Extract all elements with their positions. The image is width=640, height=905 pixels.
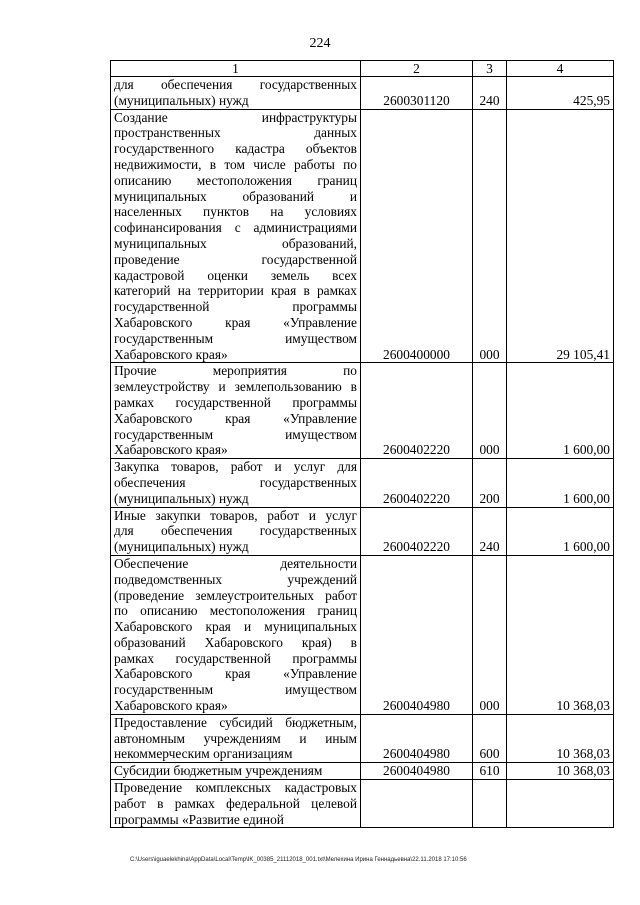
description-line: рамках государственной программы	[114, 650, 357, 666]
row-amount	[507, 780, 614, 828]
description-line: Прочие мероприятия по	[114, 363, 357, 379]
row-description	[111, 507, 361, 555]
description-line: Обеспечение деятельности	[114, 555, 357, 571]
row-description	[111, 459, 361, 507]
description-line: Хабаровского края «Управление	[114, 666, 357, 682]
description-line: государственным имуществом	[114, 330, 357, 346]
row-description	[111, 714, 361, 762]
description-line: программы «Развитие единой	[114, 811, 284, 827]
column-header: 3	[473, 61, 507, 77]
column-header: 1	[111, 61, 361, 77]
row-amount: 29 105,41	[507, 109, 614, 363]
budget-table	[110, 60, 614, 828]
row-target-code: 2600402220	[361, 507, 473, 555]
description-line: софинансирования с администрациями	[114, 220, 357, 236]
row-amount: 10 368,03	[507, 555, 614, 714]
description-line: обеспечения государственных	[114, 474, 357, 490]
row-target-code: 2600404980	[361, 714, 473, 762]
description-line: для обеспечения государственных	[114, 523, 357, 539]
table-row	[111, 555, 614, 714]
row-target-code: 2600301120	[361, 77, 473, 110]
row-target-code: 2600402220	[361, 363, 473, 459]
description-line: Субсидии бюджетным учреждениям	[114, 763, 323, 779]
row-expense-type: 610	[473, 763, 507, 780]
description-line: описанию местоположения границ	[114, 172, 357, 188]
table-row	[111, 780, 614, 828]
description-line: подведомственных учреждений	[114, 571, 357, 587]
row-expense-type: 200	[473, 459, 507, 507]
description-line: Создание инфраструктуры	[114, 109, 357, 125]
row-amount: 1 600,00	[507, 363, 614, 459]
description-line: государственным имуществом	[114, 426, 357, 442]
row-description	[111, 555, 361, 714]
description-line: проведение государственной	[114, 251, 357, 267]
description-line: землеустройству и землепользованию в	[114, 379, 357, 395]
table-row	[111, 714, 614, 762]
row-target-code	[361, 780, 473, 828]
description-line: недвижимости, в том числе работы по	[114, 156, 357, 172]
description-line: работ в рамках федеральной целевой	[114, 795, 357, 811]
row-description	[111, 77, 361, 110]
row-amount: 425,95	[507, 77, 614, 110]
file-path-footer: C:\Users\iguaelekhina\AppData\Local\Temp\IK_00385_21112018_001.txt\Мелехина Ирина Геннадьевна\22.11.2018 17:10:56	[130, 857, 467, 863]
row-expense-type: 240	[473, 77, 507, 110]
row-target-code: 2600400000	[361, 109, 473, 363]
table-row	[111, 363, 614, 459]
description-line: (муниципальных) нужд	[114, 539, 249, 555]
row-amount: 10 368,03	[507, 763, 614, 780]
description-line: Предоставление субсидий бюджетным,	[114, 714, 357, 730]
row-description	[111, 763, 361, 780]
row-expense-type	[473, 780, 507, 828]
row-expense-type: 000	[473, 109, 507, 363]
row-target-code: 2600404980	[361, 555, 473, 714]
description-line: населенных пунктов на условиях	[114, 204, 357, 220]
description-line: по описанию местоположения границ	[114, 603, 357, 619]
description-line: (муниципальных) нужд	[114, 490, 249, 506]
column-header: 2	[361, 61, 473, 77]
description-line: Хабаровского края»	[114, 442, 228, 458]
description-line: Хабаровского края»	[114, 346, 228, 362]
row-description	[111, 109, 361, 363]
page-number: 224	[309, 36, 331, 51]
table-row	[111, 109, 614, 363]
column-header: 4	[507, 61, 614, 77]
description-line: Хабаровского края «Управление	[114, 410, 357, 426]
row-amount: 1 600,00	[507, 459, 614, 507]
row-expense-type: 000	[473, 555, 507, 714]
description-line: Хабаровского края»	[114, 698, 228, 714]
row-amount: 10 368,03	[507, 714, 614, 762]
table-row	[111, 507, 614, 555]
row-description	[111, 780, 361, 828]
table-header-row	[111, 61, 614, 77]
description-line: Хабаровского края и муниципальных	[114, 619, 357, 635]
row-target-code: 2600404980	[361, 763, 473, 780]
row-amount: 1 600,00	[507, 507, 614, 555]
description-line: муниципальных образований и	[114, 188, 357, 204]
description-line: для обеспечения государственных	[114, 77, 357, 92]
description-line: категорий на территории края в рамках	[114, 283, 357, 299]
table-row	[111, 77, 614, 110]
description-line: Хабаровского края «Управление	[114, 314, 357, 330]
description-line: рамках государственной программы	[114, 394, 357, 410]
description-line: (муниципальных) нужд	[114, 92, 249, 108]
description-line: Закупка товаров, работ и услуг для	[114, 459, 357, 475]
description-line: Проведение комплексных кадастровых	[114, 780, 357, 796]
row-expense-type: 000	[473, 363, 507, 459]
table-row	[111, 763, 614, 780]
description-line: государственной программы	[114, 299, 357, 315]
row-target-code: 2600402220	[361, 459, 473, 507]
description-line: кадастровой оценки земель всех	[114, 267, 357, 283]
description-line: автономным учреждениям и иным	[114, 730, 357, 746]
description-line: муниципальных образований,	[114, 235, 357, 251]
description-line: пространственных данных	[114, 125, 357, 141]
table-row	[111, 459, 614, 507]
description-line: (проведение землеустроительных работ	[114, 587, 357, 603]
row-expense-type: 240	[473, 507, 507, 555]
row-expense-type: 600	[473, 714, 507, 762]
description-line: Иные закупки товаров, работ и услуг	[114, 507, 357, 523]
description-line: государственного кадастра объектов	[114, 141, 357, 157]
table-body	[111, 77, 614, 828]
description-line: государственным имуществом	[114, 682, 357, 698]
row-description	[111, 363, 361, 459]
description-line: некоммерческим организациям	[114, 746, 293, 762]
description-line: образований Хабаровского края) в	[114, 634, 357, 650]
